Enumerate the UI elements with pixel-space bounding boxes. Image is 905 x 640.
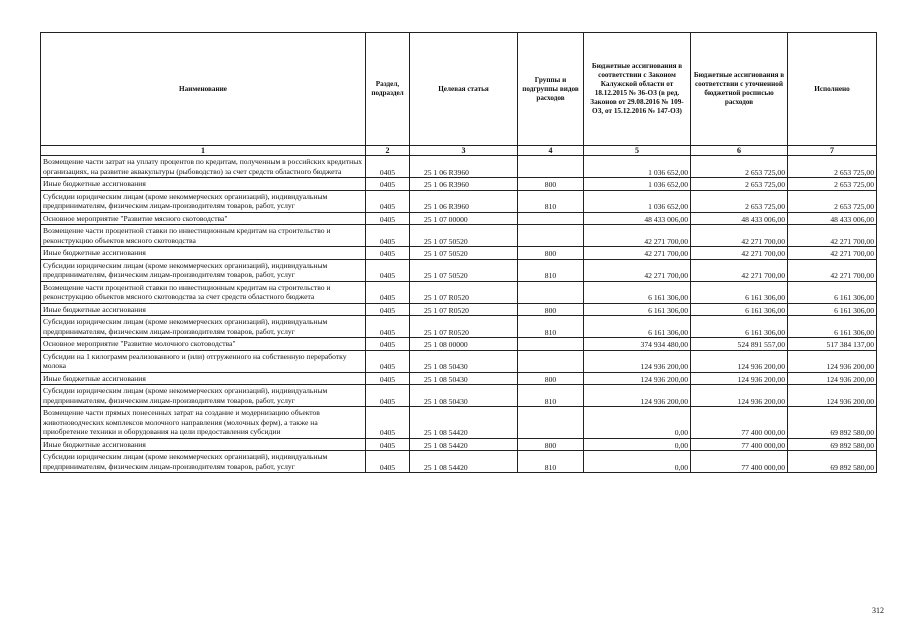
table-row: [41, 350, 877, 372]
table-body: [41, 156, 877, 473]
table-row: [41, 372, 877, 385]
row-target-article: 25 1 08 54420: [410, 407, 518, 439]
row-expense-group: [518, 407, 584, 439]
row-section: 0405: [366, 259, 410, 281]
row-law-allocation: 48 433 006,00: [584, 212, 691, 225]
column-number: 4: [518, 146, 584, 156]
row-name: Иные бюджетные ассигнования: [41, 438, 366, 451]
table-row: [41, 156, 877, 178]
row-section: 0405: [366, 212, 410, 225]
table-row: [41, 303, 877, 316]
row-name: Возмещение части затрат на уплату процентов по кредитам, полученным в российских кредитных организациях, на развитие аквакультуры (рыбоводство) за счет средств областного бюджета: [41, 156, 366, 178]
table-row: [41, 247, 877, 260]
row-target-article: 25 1 07 50520: [410, 259, 518, 281]
row-name: Иные бюджетные ассигнования: [41, 372, 366, 385]
row-law-allocation: 374 934 480,00: [584, 338, 691, 351]
row-name: Иные бюджетные ассигнования: [41, 178, 366, 191]
column-number: 2: [366, 146, 410, 156]
row-adjusted-allocation: 6 161 306,00: [691, 303, 788, 316]
row-law-allocation: 42 271 700,00: [584, 225, 691, 247]
row-target-article: 25 1 06 R3960: [410, 190, 518, 212]
row-expense-group: [518, 212, 584, 225]
row-target-article: 25 1 06 R3960: [410, 178, 518, 191]
row-section: 0405: [366, 338, 410, 351]
row-section: 0405: [366, 156, 410, 178]
row-target-article: 25 1 08 50430: [410, 385, 518, 407]
row-adjusted-allocation: 77 400 000,00: [691, 451, 788, 473]
row-adjusted-allocation: 42 271 700,00: [691, 225, 788, 247]
row-section: 0405: [366, 178, 410, 191]
row-expense-group: 800: [518, 303, 584, 316]
row-section: 0405: [366, 190, 410, 212]
row-adjusted-allocation: 6 161 306,00: [691, 316, 788, 338]
row-name: Основное мероприятие "Развитие мясного скотоводства": [41, 212, 366, 225]
row-executed: 124 936 200,00: [788, 372, 877, 385]
row-adjusted-allocation: 2 653 725,00: [691, 156, 788, 178]
row-section: 0405: [366, 350, 410, 372]
budget-table: [40, 32, 877, 473]
row-executed: 42 271 700,00: [788, 247, 877, 260]
row-executed: 6 161 306,00: [788, 316, 877, 338]
header-target-article: Целевая статья: [410, 33, 518, 146]
row-expense-group: 810: [518, 385, 584, 407]
table-row: [41, 178, 877, 191]
row-expense-group: 800: [518, 178, 584, 191]
row-adjusted-allocation: 6 161 306,00: [691, 281, 788, 303]
row-executed: 6 161 306,00: [788, 281, 877, 303]
row-name: Субсидии юридическим лицам (кроме некоммерческих организаций), индивидуальным предпринимателям, физическим лицам-производителям товаров, работ, услуг: [41, 316, 366, 338]
row-target-article: 25 1 07 00000: [410, 212, 518, 225]
table-row: [41, 338, 877, 351]
table-row: [41, 225, 877, 247]
row-executed: 42 271 700,00: [788, 259, 877, 281]
table-row: [41, 212, 877, 225]
row-expense-group: 800: [518, 247, 584, 260]
row-law-allocation: 42 271 700,00: [584, 259, 691, 281]
header-law-allocations: Бюджетные ассигнования в соответствии с Законом Калужской области от 18.12.2015 № 36-ОЗ (в ред. Законов от 29.08.2016 № 109-ОЗ, от 15.12.2016 № 147-ОЗ): [584, 33, 691, 146]
row-target-article: 25 1 08 54420: [410, 438, 518, 451]
row-expense-group: [518, 350, 584, 372]
row-expense-group: 810: [518, 259, 584, 281]
row-target-article: 25 1 08 50430: [410, 350, 518, 372]
row-executed: 124 936 200,00: [788, 385, 877, 407]
header-name: Наименование: [41, 33, 366, 146]
row-name: Возмещение части прямых понесенных затрат на создание и модернизацию объектов животноводческих комплексов молочного направления (молочных ферм), а также на приобретение техники и оборудования на цели предоставления субсидии: [41, 407, 366, 439]
row-target-article: 25 1 08 54420: [410, 451, 518, 473]
row-name: Возмещение части процентной ставки по инвестиционным кредитам на строительство и реконструкцию объектов мясного скотоводства: [41, 225, 366, 247]
budget-table-sheet: [40, 32, 876, 473]
row-adjusted-allocation: 42 271 700,00: [691, 259, 788, 281]
row-adjusted-allocation: 42 271 700,00: [691, 247, 788, 260]
row-executed: 517 384 137,00: [788, 338, 877, 351]
row-law-allocation: 0,00: [584, 438, 691, 451]
row-law-allocation: 1 036 652,00: [584, 156, 691, 178]
row-executed: 2 653 725,00: [788, 156, 877, 178]
table-row: [41, 385, 877, 407]
row-law-allocation: 6 161 306,00: [584, 281, 691, 303]
row-section: 0405: [366, 372, 410, 385]
table-header-row: [41, 33, 877, 146]
column-number: 3: [410, 146, 518, 156]
row-law-allocation: 124 936 200,00: [584, 372, 691, 385]
row-name: Субсидии юридическим лицам (кроме некоммерческих организаций), индивидуальным предпринимателям, физическим лицам-производителям товаров, работ, услуг: [41, 385, 366, 407]
column-number: 5: [584, 146, 691, 156]
row-law-allocation: 1 036 652,00: [584, 190, 691, 212]
row-section: 0405: [366, 281, 410, 303]
row-law-allocation: 0,00: [584, 407, 691, 439]
header-section: Раздел, подраздел: [366, 33, 410, 146]
row-adjusted-allocation: 77 400 000,00: [691, 438, 788, 451]
row-expense-group: [518, 281, 584, 303]
table-row: [41, 451, 877, 473]
header-executed: Исполнено: [788, 33, 877, 146]
row-adjusted-allocation: 48 433 006,00: [691, 212, 788, 225]
row-expense-group: [518, 225, 584, 247]
row-executed: 69 892 580,00: [788, 438, 877, 451]
row-adjusted-allocation: 124 936 200,00: [691, 385, 788, 407]
row-expense-group: [518, 338, 584, 351]
row-law-allocation: 124 936 200,00: [584, 385, 691, 407]
row-section: 0405: [366, 385, 410, 407]
row-expense-group: 810: [518, 190, 584, 212]
row-adjusted-allocation: 124 936 200,00: [691, 350, 788, 372]
page-number: 312: [872, 606, 884, 615]
header-adjusted-allocations: Бюджетные ассигнования в соответствии с уточненной бюджетной росписью расходов: [691, 33, 788, 146]
row-executed: 2 653 725,00: [788, 178, 877, 191]
row-section: 0405: [366, 247, 410, 260]
row-name: Возмещение части процентной ставки по инвестиционным кредитам на строительство и реконструкцию объектов мясного скотоводства за счет средств областного бюджета: [41, 281, 366, 303]
row-expense-group: 800: [518, 438, 584, 451]
row-executed: 69 892 580,00: [788, 451, 877, 473]
table-row: [41, 190, 877, 212]
row-target-article: 25 1 08 00000: [410, 338, 518, 351]
row-law-allocation: 124 936 200,00: [584, 350, 691, 372]
table-row: [41, 438, 877, 451]
row-adjusted-allocation: 524 891 557,00: [691, 338, 788, 351]
row-target-article: 25 1 07 50520: [410, 225, 518, 247]
row-target-article: 25 1 07 R0520: [410, 316, 518, 338]
row-section: 0405: [366, 316, 410, 338]
row-adjusted-allocation: 124 936 200,00: [691, 372, 788, 385]
row-expense-group: 810: [518, 451, 584, 473]
row-executed: 42 271 700,00: [788, 225, 877, 247]
table-row: [41, 259, 877, 281]
row-name: Основное мероприятие "Развитие молочного скотоводства": [41, 338, 366, 351]
column-number: 6: [691, 146, 788, 156]
row-law-allocation: 1 036 652,00: [584, 178, 691, 191]
row-section: 0405: [366, 225, 410, 247]
row-law-allocation: 6 161 306,00: [584, 316, 691, 338]
row-target-article: 25 1 07 R0520: [410, 281, 518, 303]
header-expense-group: Группы и подгруппы видов расходов: [518, 33, 584, 146]
row-law-allocation: 42 271 700,00: [584, 247, 691, 260]
row-adjusted-allocation: 2 653 725,00: [691, 190, 788, 212]
row-section: 0405: [366, 407, 410, 439]
row-expense-group: [518, 156, 584, 178]
row-expense-group: 810: [518, 316, 584, 338]
row-section: 0405: [366, 451, 410, 473]
row-name: Иные бюджетные ассигнования: [41, 247, 366, 260]
row-name: Субсидии на 1 килограмм реализованного и (или) отгруженного на собственную переработку молока: [41, 350, 366, 372]
table-row: [41, 407, 877, 439]
row-executed: 124 936 200,00: [788, 350, 877, 372]
column-number: 1: [41, 146, 366, 156]
row-executed: 6 161 306,00: [788, 303, 877, 316]
row-target-article: 25 1 06 R3960: [410, 156, 518, 178]
row-adjusted-allocation: 2 653 725,00: [691, 178, 788, 191]
column-number-row: [41, 146, 877, 156]
row-name: Иные бюджетные ассигнования: [41, 303, 366, 316]
row-adjusted-allocation: 77 400 000,00: [691, 407, 788, 439]
row-target-article: 25 1 08 50430: [410, 372, 518, 385]
row-name: Субсидии юридическим лицам (кроме некоммерческих организаций), индивидуальным предпринимателям, физическим лицам-производителям товаров, работ, услуг: [41, 451, 366, 473]
column-number: 7: [788, 146, 877, 156]
row-executed: 2 653 725,00: [788, 190, 877, 212]
row-executed: 69 892 580,00: [788, 407, 877, 439]
table-row: [41, 316, 877, 338]
row-expense-group: 800: [518, 372, 584, 385]
row-section: 0405: [366, 303, 410, 316]
row-target-article: 25 1 07 50520: [410, 247, 518, 260]
row-section: 0405: [366, 438, 410, 451]
row-law-allocation: 6 161 306,00: [584, 303, 691, 316]
row-name: Субсидии юридическим лицам (кроме некоммерческих организаций), индивидуальным предпринимателям, физическим лицам-производителям товаров, работ, услуг: [41, 259, 366, 281]
row-target-article: 25 1 07 R0520: [410, 303, 518, 316]
table-row: [41, 281, 877, 303]
row-executed: 48 433 006,00: [788, 212, 877, 225]
row-name: Субсидии юридическим лицам (кроме некоммерческих организаций), индивидуальным предпринимателям, физическим лицам-производителям товаров, работ, услуг: [41, 190, 366, 212]
row-law-allocation: 0,00: [584, 451, 691, 473]
